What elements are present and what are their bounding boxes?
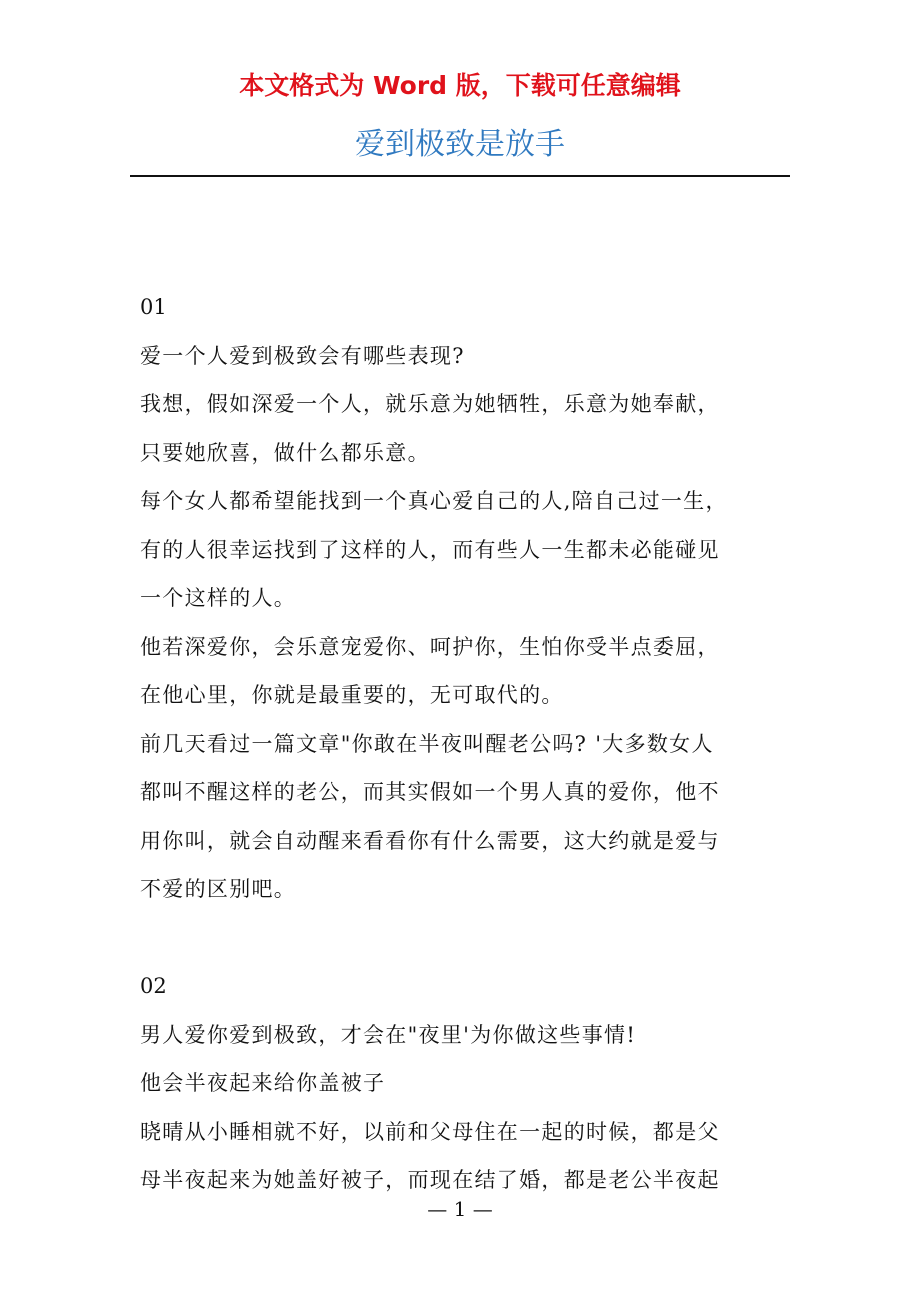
- paragraph-line: 爱一个人爱到极致会有哪些表现?: [140, 343, 465, 368]
- section-number: 01: [140, 295, 167, 319]
- document-body: [140, 283, 804, 1205]
- paragraph-line: 不爱的区别吧。: [140, 877, 297, 901]
- paragraph-line: 用你叫，就会自动醒来看看你有什么需要，这大约就是爱与: [140, 828, 720, 853]
- format-notice-banner: 本文格式为 Word 版，下载可任意编辑: [239, 71, 681, 100]
- page-number: — 1 —: [427, 1197, 493, 1221]
- paragraph-line: 在他心里，你就是最重要的，无可取代的。: [140, 683, 564, 707]
- paragraph-line: 他若深爱你，会乐意宠爱你、呵护你，生怕你受半点委屈，: [140, 634, 720, 659]
- paragraph-line: 前几天看过一篇文章"你敢在半夜叫醒老公吗? '大多数女人: [140, 731, 714, 756]
- paragraph-line: 每个女人都希望能找到一个真心爱自己的人,陪自己过一生，: [140, 489, 728, 513]
- section-spacer: [140, 914, 804, 963]
- paragraph-line: 母半夜起来为她盖好被子，而现在结了婚，都是老公半夜起: [140, 1168, 720, 1192]
- paragraph-line: 只要她欣喜，做什么都乐意。: [140, 440, 430, 465]
- title-divider: [130, 175, 790, 177]
- section-number: 02: [140, 974, 167, 998]
- paragraph-line: 有的人很幸运找到了这样的人，而有些人一生都未必能碰见: [140, 537, 720, 562]
- paragraph-line: 晓晴从小睡相就不好，以前和父母住在一起的时候，都是父: [140, 1119, 720, 1144]
- paragraph-line: 他会半夜起来给你盖被子: [140, 1071, 386, 1095]
- paragraph-line: 我想，假如深爱一个人，就乐意为她牺牲，乐意为她奉献，: [140, 392, 720, 416]
- paragraph-line: 男人爱你爱到极致，才会在"夜里'为你做这些事情!: [140, 1022, 637, 1047]
- paragraph-line: 都叫不醒这样的老公，而其实假如一个男人真的爱你，他不: [140, 780, 720, 804]
- document-title: 爱到极致是放手: [355, 127, 565, 162]
- paragraph-line: 一个这样的人。: [140, 586, 297, 610]
